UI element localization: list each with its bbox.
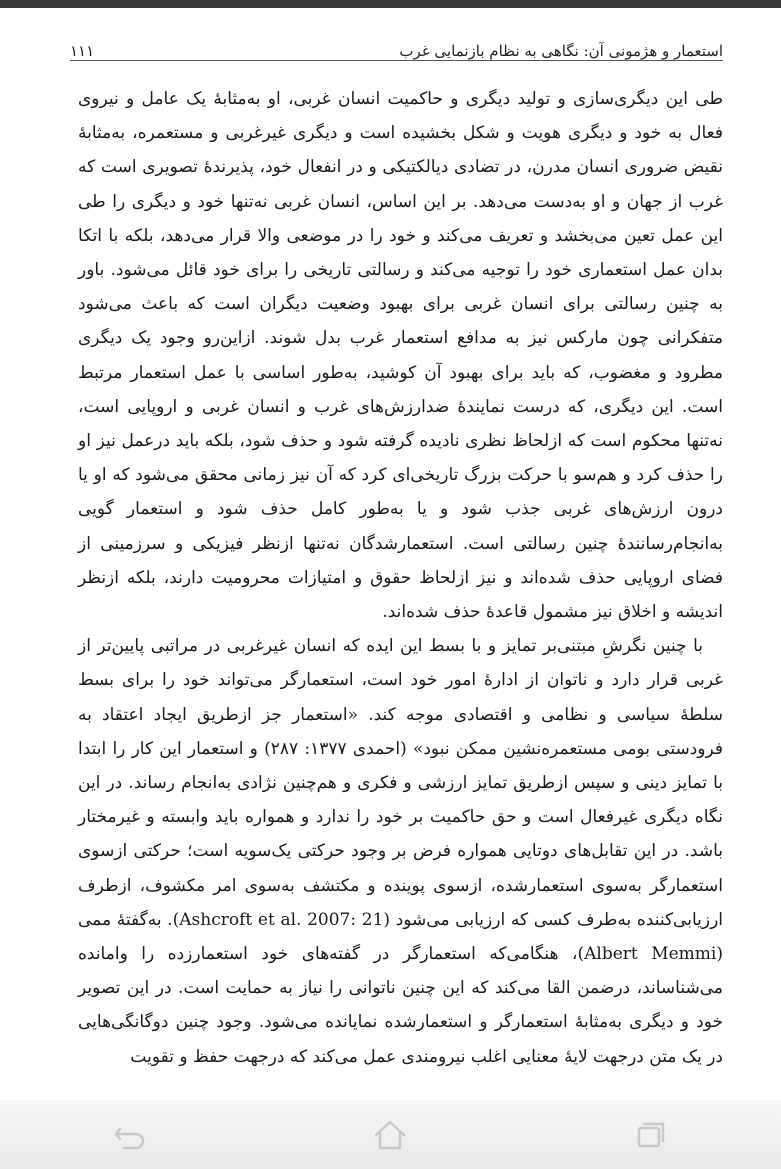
paragraph: با چنین نگرشِ مبتنی‌بر تمایز و با بسط این ایده که انسان غیرغربی در مراتبی پایین‌تر از غربی قرار دارد و ناتوان از ادارهٔ امور خود است، استعمارگر می‌تواند خود را برای بسط سلطهٔ سیاسی و نظامی و اقتصادی موجه کند. «استعمار جز ازطریق ایجاد اعتقاد به فرودستی بومی مستعمره‌نشین ممکن نبود» (احمدی ۱۳۷۷: ۲۸۷) و استعمار این کار را ابتدا با تمایز دینی و سپس ازطریق تمایز ارزشی و فکری و هم‌چنین نژادی به‌انجام رساند. در این نگاه دیگری غیرفعال است و حق حاکمیت بر خود را ندارد و همواره باید وابسته و غیرمختار باشد. در این تقابل‌های دوتایی همواره فرض بر وجود حرکتی یک‌سویه است؛ حرکتی ازسوی استعمارگر به‌سوی استعمارشده، ازسوی پوینده و مکتشف به‌سوی امر مکشوف، ازطرف ارزیابی‌کننده به‌طرف کسی که ارزیابی می‌شود (Ashcroft et al. 2007: 21). به‌گفتهٔ ممی (Albert Memmi)، هنگامی‌که استعمارگر در گفته‌های خود استعمارزده را وامانده می‌شناساند، درضمن القا می‌کند که این چنین ناتوانی را نیاز به حمایت است. در این تصویر خود و دیگری به‌مثابهٔ استعمارگر و استعمارشده نمایانده می‌شود. وجود چنین دوگانگی‌هایی در یک متن درجهت لایهٔ معنایی اغلب نیرومندی عمل می‌کند که درجهت حفظ و تقویت	[78, 636, 724, 1067]
book-page	[0, 8, 781, 1100]
status-bar	[0, 0, 781, 8]
paragraph: طی این دیگری‌سازی و تولید دیگری و حاکمیت انسان غربی، او به‌مثابهٔ یک عامل و نیروی فعال به خود و دیگری هویت و شکل بخشیده است و دیگری غیرغربی و مستعمره، به‌مثابهٔ نقیض ضروری انسان مدرن، در تضادی دیالکتیکی و در انفعال خود، پذیرندهٔ تصویری است که غرب از جهان و او به‌دست می‌دهد. بر این اساس، انسان غربی نه‌تنها خود و دیگری را طی این عمل تعین می‌بخشد و تعریف می‌کند و خود را در موضعی والا قرار می‌دهد، بلکه با اتکا بدان عمل استعماری خود را توجیه می‌کند و رسالتی تاریخی را برای خود قائل می‌شود. باور به چنین رسالتی برای انسان غربی برای بهبود وضعیت دیگران است که باعث می‌شود متفکرانی چون مارکس نیز به مدافع استعمار غرب بدل شوند. ازاین‌رو وجود یک دیگری مطرود و مغضوب، که باید برای بهبود آن کوشید، به‌طور اساسی با عمل استعمار مرتبط است. این دیگری، که درست نمایندهٔ ضدارزش‌های غرب و انسان غربی و اروپایی است، نه‌تنها محکوم است که ازلحاظ نظری نادیده گرفته شود و حذف شود، بلکه باید درعمل نیز او را حذف کرد و هم‌سو با حرکت بزرگ تاریخی‌ای کرد که آن نیز زمانی محقق می‌شود که او یا درون ارزش‌های غربی جذب شود و یا به‌طور کامل حذف شود و استعمار گویی به‌انجام‌رسانندهٔ چنین رسالتی است. استعمارشدگان نه‌تنها ازنظر فیزیکی و سرزمینی از فضای اروپایی حذف شده‌اند و نیز ازلحاظ حقوق و امتیازات محرومیت دارند، بلکه ازنظر اندیشه و اخلاق نیز مشمول قاعدهٔ حذف شده‌اند.	[78, 89, 723, 623]
back-button[interactable]	[100, 1110, 160, 1160]
home-icon	[372, 1117, 408, 1153]
page-header	[70, 24, 723, 60]
header-divider	[70, 60, 723, 61]
recent-apps-icon	[633, 1117, 669, 1153]
home-button[interactable]	[360, 1110, 420, 1160]
page-body	[78, 82, 723, 1074]
back-arrow-icon	[112, 1117, 148, 1153]
page-number: ۱۱۱	[70, 42, 95, 60]
running-title: استعمار و هژمونی آن: نگاهی به نظام بازنمایی غرب	[399, 42, 723, 60]
navigation-bar	[0, 1100, 781, 1169]
recent-apps-button[interactable]	[621, 1110, 681, 1160]
